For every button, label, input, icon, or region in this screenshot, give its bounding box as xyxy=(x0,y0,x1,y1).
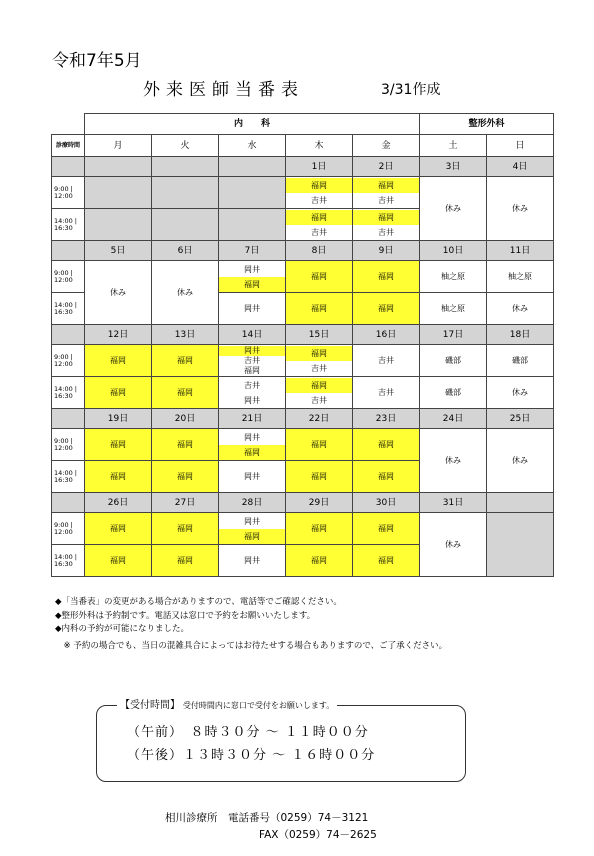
time-slot-pm: 14:00 | 16:30 xyxy=(52,293,85,325)
date-cell: 31日 xyxy=(420,493,487,513)
duty-cell xyxy=(219,209,286,241)
duty-cell: 磯部 xyxy=(420,345,487,377)
date-cell: 25日 xyxy=(487,409,554,429)
doctor-name: 岡井 xyxy=(219,262,285,277)
doctor-name: 吉井 xyxy=(219,356,285,366)
date-cell: 28日 xyxy=(219,493,286,513)
duty-cell: 福岡 xyxy=(353,545,420,577)
reception-am: （午前） ８時３０分 ～ １１時００分 xyxy=(127,725,369,740)
doctor-name: 吉井 xyxy=(286,225,352,240)
date-cell: 30日 xyxy=(353,493,420,513)
date-row-spacer xyxy=(52,241,85,261)
doctor-name: 岡井 xyxy=(219,514,285,529)
duty-cell: 休み xyxy=(420,177,487,241)
date-cell: 15日 xyxy=(286,325,353,345)
date-cell: 17日 xyxy=(420,325,487,345)
duty-cell xyxy=(286,177,353,209)
date-cell: 27日 xyxy=(152,493,219,513)
time-slot-am: 9:00 | 12:00 xyxy=(52,513,85,545)
date-cell: 19日 xyxy=(85,409,152,429)
duty-cell: 吉井 xyxy=(353,345,420,377)
duty-cell xyxy=(219,177,286,209)
duty-cell xyxy=(152,209,219,241)
duty-cell xyxy=(85,177,152,209)
note-item: ※ 予約の場合でも、当日の混雑具合によってはお待たせする場合もありますので、ご了承ください。 xyxy=(55,640,448,651)
duty-cell xyxy=(286,209,353,241)
month-label: 令和7年5月 xyxy=(52,51,142,71)
duty-cell: 福岡 xyxy=(353,293,420,325)
duty-cell xyxy=(487,513,554,577)
weekday-header: 日 xyxy=(487,135,554,157)
duty-cell: 福岡 xyxy=(286,429,353,461)
doctor-name: 吉井 xyxy=(219,378,285,393)
doctor-name: 福岡 xyxy=(219,366,285,376)
time-slot-am: 9:00 | 12:00 xyxy=(52,261,85,293)
time-slot-pm: 14:00 | 16:30 xyxy=(52,545,85,577)
duty-cell: 福岡 xyxy=(353,429,420,461)
date-cell xyxy=(219,157,286,177)
doctor-name: 福岡 xyxy=(219,445,285,460)
corner-blank xyxy=(52,114,85,135)
duty-cell xyxy=(353,209,420,241)
duty-cell xyxy=(219,345,286,377)
date-cell: 8日 xyxy=(286,241,353,261)
duty-cell: 福岡 xyxy=(353,261,420,293)
date-cell: 1日 xyxy=(286,157,353,177)
date-cell: 20日 xyxy=(152,409,219,429)
clinic-phone: 相川診療所 電話番号（0259）74－3121 xyxy=(165,812,369,824)
duty-cell: 福岡 xyxy=(85,377,152,409)
date-cell: 3日 xyxy=(420,157,487,177)
duty-cell: 休み xyxy=(487,177,554,241)
date-cell: 21日 xyxy=(219,409,286,429)
duty-cell: 岡井 xyxy=(219,461,286,493)
reception-heading: 【受付時間】 受付時間内に窓口で受付をお願いします。 xyxy=(117,696,337,711)
doctor-name: 吉井 xyxy=(286,361,352,376)
date-cell: 9日 xyxy=(353,241,420,261)
time-slot-am: 9:00 | 12:00 xyxy=(52,429,85,461)
doctor-name: 福岡 xyxy=(219,277,285,292)
doctor-name: 吉井 xyxy=(353,225,419,240)
duty-cell: 休み xyxy=(487,377,554,409)
weekday-header: 水 xyxy=(219,135,286,157)
created-date: 3/31作成 xyxy=(381,82,441,98)
weekday-header: 火 xyxy=(152,135,219,157)
date-cell: 5日 xyxy=(85,241,152,261)
note-item: ◆「当番表」の変更がある場合がありますので、電話等でご確認ください。 xyxy=(55,597,342,607)
duty-cell: 福岡 xyxy=(85,461,152,493)
doctor-name: 吉井 xyxy=(286,393,352,408)
duty-cell xyxy=(219,513,286,545)
date-cell: 24日 xyxy=(420,409,487,429)
doctor-name: 福岡 xyxy=(219,529,285,544)
duty-cell xyxy=(219,261,286,293)
duty-cell: 岡井 xyxy=(219,545,286,577)
duty-cell: 柚之原 xyxy=(420,293,487,325)
duty-cell: 福岡 xyxy=(85,345,152,377)
duty-cell: 福岡 xyxy=(85,545,152,577)
duty-schedule-table xyxy=(51,113,554,577)
reception-pm: （午後）１３時３０分 ～ １６時００分 xyxy=(127,748,376,763)
duty-cell: 福岡 xyxy=(286,261,353,293)
weekday-header: 土 xyxy=(420,135,487,157)
date-cell: 2日 xyxy=(353,157,420,177)
duty-cell xyxy=(353,177,420,209)
duty-cell: 休み xyxy=(487,429,554,493)
duty-cell: 福岡 xyxy=(152,461,219,493)
duty-cell: 休み xyxy=(420,513,487,577)
date-cell xyxy=(85,157,152,177)
doctor-name: 岡井 xyxy=(219,346,285,356)
page-title: 外来医師当番表 xyxy=(143,80,304,100)
note-item: ◆内科の予約が可能になりました。 xyxy=(55,624,190,634)
doctor-name: 福岡 xyxy=(286,210,352,225)
time-slot-pm: 14:00 | 16:30 xyxy=(52,209,85,241)
duty-cell: 福岡 xyxy=(286,461,353,493)
date-row-spacer xyxy=(52,493,85,513)
duty-cell xyxy=(152,177,219,209)
weekday-header: 木 xyxy=(286,135,353,157)
date-cell: 6日 xyxy=(152,241,219,261)
duty-cell: 福岡 xyxy=(152,513,219,545)
date-cell xyxy=(152,157,219,177)
duty-cell: 休み xyxy=(85,261,152,325)
duty-cell: 福岡 xyxy=(286,545,353,577)
doctor-name: 岡井 xyxy=(219,430,285,445)
duty-cell: 柚之原 xyxy=(420,261,487,293)
time-slot-am: 9:00 | 12:00 xyxy=(52,177,85,209)
duty-cell: 福岡 xyxy=(353,461,420,493)
date-cell: 26日 xyxy=(85,493,152,513)
date-cell: 12日 xyxy=(85,325,152,345)
doctor-name: 福岡 xyxy=(286,378,352,393)
duty-cell: 岡井 xyxy=(219,293,286,325)
duty-cell: 福岡 xyxy=(85,513,152,545)
date-cell: 29日 xyxy=(286,493,353,513)
date-row-spacer xyxy=(52,409,85,429)
doctor-name: 岡井 xyxy=(219,393,285,408)
duty-cell: 福岡 xyxy=(286,513,353,545)
duty-cell: 休み xyxy=(152,261,219,325)
duty-cell xyxy=(286,377,353,409)
time-slot-am: 9:00 | 12:00 xyxy=(52,345,85,377)
corner-label: 診療時間 xyxy=(52,135,85,157)
date-cell: 10日 xyxy=(420,241,487,261)
duty-cell: 吉井 xyxy=(353,377,420,409)
date-cell: 23日 xyxy=(353,409,420,429)
date-cell xyxy=(487,493,554,513)
duty-cell: 休み xyxy=(420,429,487,493)
date-cell: 22日 xyxy=(286,409,353,429)
date-cell: 7日 xyxy=(219,241,286,261)
contact-info xyxy=(165,810,377,844)
duty-cell: 福岡 xyxy=(286,293,353,325)
date-cell: 13日 xyxy=(152,325,219,345)
weekday-header: 月 xyxy=(85,135,152,157)
doctor-name: 福岡 xyxy=(353,178,419,193)
duty-cell: 福岡 xyxy=(152,377,219,409)
clinic-fax: FAX（0259）74－2625 xyxy=(259,829,377,841)
doctor-name: 吉井 xyxy=(353,193,419,208)
duty-cell xyxy=(286,345,353,377)
time-slot-pm: 14:00 | 16:30 xyxy=(52,461,85,493)
duty-cell: 磯部 xyxy=(420,377,487,409)
duty-cell: 福岡 xyxy=(353,513,420,545)
duty-cell xyxy=(219,377,286,409)
date-cell: 18日 xyxy=(487,325,554,345)
time-slot-pm: 14:00 | 16:30 xyxy=(52,377,85,409)
duty-cell xyxy=(85,209,152,241)
duty-cell: 柚之原 xyxy=(487,261,554,293)
duty-cell: 福岡 xyxy=(152,545,219,577)
duty-cell: 福岡 xyxy=(152,429,219,461)
date-row-spacer xyxy=(52,325,85,345)
date-row-spacer xyxy=(52,157,85,177)
duty-cell: 福岡 xyxy=(85,429,152,461)
date-cell: 11日 xyxy=(487,241,554,261)
date-cell: 16日 xyxy=(353,325,420,345)
dept-internal: 内 科 xyxy=(85,114,420,135)
doctor-name: 福岡 xyxy=(286,178,352,193)
weekday-header: 金 xyxy=(353,135,420,157)
date-cell: 14日 xyxy=(219,325,286,345)
doctor-name: 吉井 xyxy=(286,193,352,208)
date-cell: 4日 xyxy=(487,157,554,177)
note-item: ◆整形外科は予約制です。電話又は窓口で予約をお願いいたします。 xyxy=(55,610,316,621)
duty-cell: 休み xyxy=(487,293,554,325)
dept-orthopedics: 整形外科 xyxy=(420,114,554,135)
notes xyxy=(55,596,555,653)
doctor-name: 福岡 xyxy=(286,346,352,361)
doctor-name: 福岡 xyxy=(353,210,419,225)
duty-cell xyxy=(219,429,286,461)
duty-cell: 磯部 xyxy=(487,345,554,377)
duty-cell: 福岡 xyxy=(152,345,219,377)
